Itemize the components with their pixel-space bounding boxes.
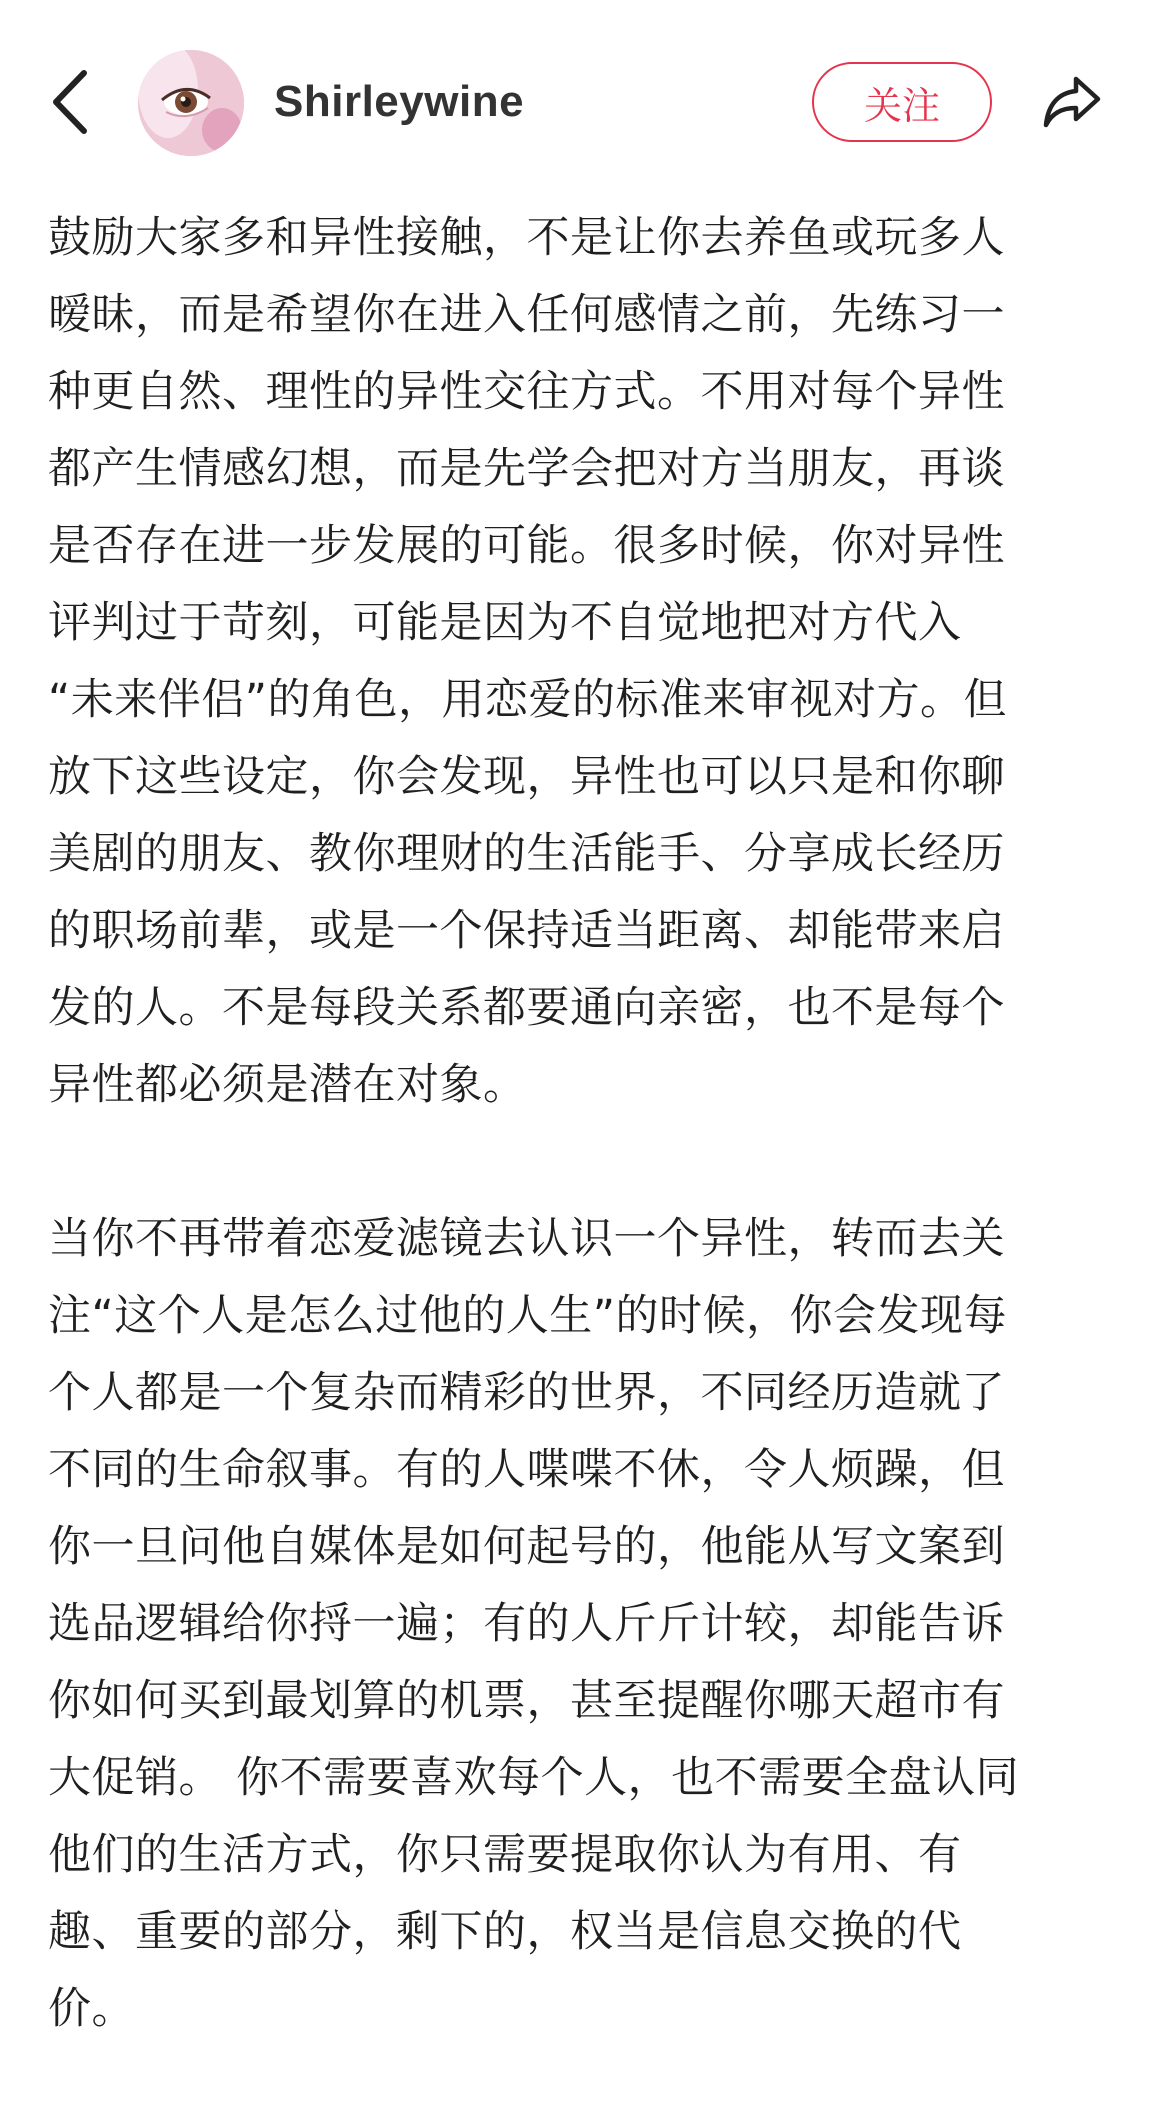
text-line: 是否存在进一步发展的可能。很多时候，你对异性 — [48, 521, 1005, 571]
text-line: 放下这些设定，你会发现，异性也可以只是和你聊 — [48, 752, 1005, 802]
text-line: 你如何买到最划算的机票，甚至提醒你哪天超市有 — [48, 1676, 1005, 1726]
text-line: 都产生情感幻想，而是先学会把对方当朋友，再谈 — [48, 444, 1005, 494]
text-line: 鼓励大家多和异性接触，不是让你去养鱼或玩多人 — [48, 213, 1005, 263]
share-button[interactable] — [1032, 62, 1112, 142]
username[interactable]: Shirleywine — [274, 77, 525, 126]
post-body — [48, 200, 1128, 2048]
avatar[interactable] — [138, 50, 244, 156]
text-line: 不同的生命叙事。有的人喋喋不休，令人烦躁，但 — [48, 1445, 1005, 1495]
text-line: 选品逻辑给你捋一遍；有的人斤斤计较，却能告诉 — [48, 1599, 1005, 1649]
text-line: 种更自然、理性的异性交往方式。不用对每个异性 — [48, 367, 1005, 417]
text-line: 暧昧，而是希望你在进入任何感情之前，先练习一 — [48, 290, 1005, 340]
text-line: 价。 — [48, 1984, 135, 2034]
text-line: 注“这个人是怎么过他的人生”的时候，你会发现每 — [48, 1291, 1008, 1341]
text-line: 个人都是一个复杂而精彩的世界，不同经历造就了 — [48, 1368, 1005, 1418]
follow-button[interactable]: 关注 — [812, 62, 992, 142]
text-line: 他们的生活方式，你只需要提取你认为有用、有 — [48, 1830, 962, 1880]
paragraph-2 — [48, 1201, 1128, 2048]
paragraph-spacer — [48, 1124, 1128, 1201]
text-line: 大促销。 你不需要喜欢每个人，也不需要全盘认同 — [48, 1753, 1020, 1803]
back-button[interactable] — [40, 62, 100, 142]
text-line: “未来伴侣”的角色，用恋爱的标准来审视对方。但 — [48, 675, 1008, 725]
text-line: 趣、重要的部分，剩下的，权当是信息交换的代 — [48, 1907, 962, 1957]
share-arrow-icon — [1042, 75, 1102, 129]
top-bar — [0, 0, 1170, 190]
text-line: 美剧的朋友、教你理财的生活能手、分享成长经历 — [48, 829, 1005, 879]
chevron-left-icon — [48, 67, 92, 137]
text-line: 异性都必须是潜在对象。 — [48, 1060, 527, 1110]
avatar-eye-image — [138, 50, 244, 156]
text-line: 当你不再带着恋爱滤镜去认识一个异性，转而去关 — [48, 1214, 1005, 1264]
text-line: 评判过于苛刻，可能是因为不自觉地把对方代入 — [48, 598, 962, 648]
text-line: 你一旦问他自媒体是如何起号的，他能从写文案到 — [48, 1522, 1005, 1572]
paragraph-1 — [48, 200, 1128, 1124]
text-line: 发的人。不是每段关系都要通向亲密，也不是每个 — [48, 983, 1005, 1033]
text-line: 的职场前辈，或是一个保持适当距离、却能带来启 — [48, 906, 1005, 956]
